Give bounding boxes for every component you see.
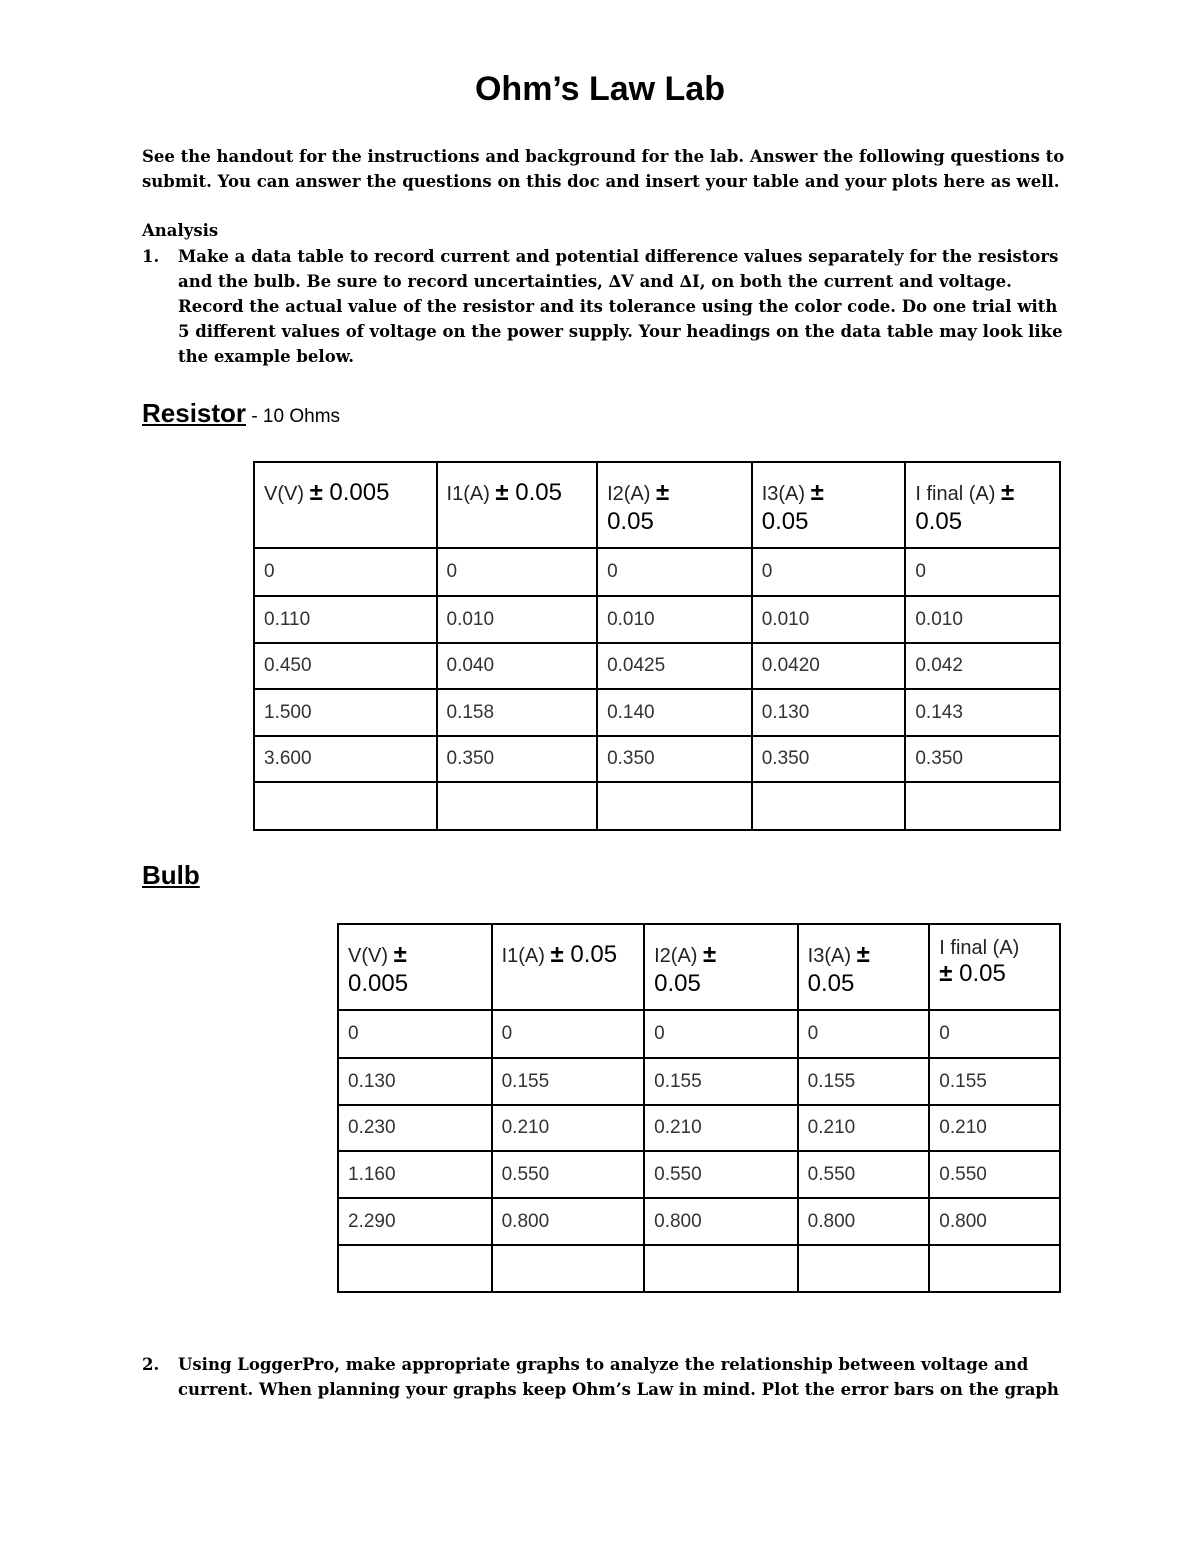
table-cell: 0.040	[437, 643, 598, 689]
table-cell: 0.800	[798, 1198, 930, 1245]
table-cell	[798, 1245, 930, 1292]
table-cell: 0.155	[929, 1058, 1060, 1105]
table-cell: 0.0420	[752, 643, 906, 689]
table-row	[338, 1010, 1060, 1058]
intro-paragraph: See the handout for the instructions and background for the lab. Answer the following questions to submit. You can answer the questions on this doc and insert your table and your plots here as well.	[142, 147, 1065, 191]
table-cell: 0.450	[254, 643, 437, 689]
header-cell-i2: I2(A) ± 0.05	[644, 924, 798, 1010]
question-number: 1.	[142, 247, 160, 266]
table-cell: 2.290	[338, 1198, 492, 1245]
table-cell: 0.350	[597, 736, 752, 782]
table-row	[338, 1198, 1060, 1245]
table-cell: 0.155	[798, 1058, 930, 1105]
table-cell: 1.160	[338, 1151, 492, 1198]
table-cell: 0.158	[437, 689, 598, 736]
table-cell: 0.210	[929, 1105, 1060, 1151]
header-cell-i3: I3(A) ± 0.05	[798, 924, 930, 1010]
question-number: 2.	[142, 1355, 160, 1374]
table-cell: 0.010	[752, 596, 906, 643]
table-row	[254, 689, 1060, 736]
table-cell: 0.130	[752, 689, 906, 736]
table-cell: 0	[752, 548, 906, 596]
resistor-section-heading	[142, 398, 340, 429]
table-cell: 0	[254, 548, 437, 596]
resistor-data-table	[253, 461, 1061, 831]
question-2	[142, 1352, 1067, 1402]
table-cell: 0.010	[437, 596, 598, 643]
table-cell	[905, 782, 1060, 830]
table-cell: 0.800	[644, 1198, 798, 1245]
header-cell-ifinal: I final (A) ± 0.05	[929, 924, 1060, 1010]
header-cell-voltage: V(V) ± 0.005	[338, 924, 492, 1010]
bulb-heading: Bulb	[142, 860, 200, 890]
question-text: Make a data table to record current and potential difference values separately for the resistors and the bulb. Be sure to record uncertainties, ∆V and ∆I, on both the current and voltage. Record the actual value of the resistor and its tolerance using the color code. Do one trial with 5 different values of voltage on the power supply. Your headings on the data table may look like the example below.	[178, 247, 1063, 366]
table-row	[254, 736, 1060, 782]
table-cell: 0.143	[905, 689, 1060, 736]
table-cell: 0.210	[644, 1105, 798, 1151]
table-header-row	[338, 924, 1060, 1010]
bulb-data-table	[337, 923, 1061, 1293]
table-cell: 0	[905, 548, 1060, 596]
table-cell: 0.230	[338, 1105, 492, 1151]
resistor-heading: Resistor	[142, 398, 247, 428]
table-cell: 0.350	[752, 736, 906, 782]
table-cell: 0.800	[492, 1198, 645, 1245]
header-cell-i3: I3(A) ± 0.05	[752, 462, 906, 548]
table-cell	[437, 782, 598, 830]
table-cell: 0	[644, 1010, 798, 1058]
table-cell	[644, 1245, 798, 1292]
header-cell-i1: I1(A) ± 0.05	[437, 462, 598, 548]
table-cell: 0.550	[798, 1151, 930, 1198]
table-row	[338, 1105, 1060, 1151]
table-cell: 3.600	[254, 736, 437, 782]
table-cell: 0.110	[254, 596, 437, 643]
table-cell: 0	[492, 1010, 645, 1058]
question-1	[142, 244, 1067, 369]
table-cell: 0.155	[644, 1058, 798, 1105]
table-cell: 0	[798, 1010, 930, 1058]
table-cell: 0.130	[338, 1058, 492, 1105]
header-cell-ifinal: I final (A) ± 0.05	[905, 462, 1060, 548]
table-row	[338, 1245, 1060, 1292]
table-cell: 0.800	[929, 1198, 1060, 1245]
table-row	[254, 596, 1060, 643]
bulb-section-heading	[142, 860, 200, 891]
table-cell: 0	[597, 548, 752, 596]
table-row	[338, 1058, 1060, 1105]
table-cell: 0.550	[644, 1151, 798, 1198]
table-cell: 0.350	[905, 736, 1060, 782]
table-cell: 0.550	[492, 1151, 645, 1198]
header-cell-voltage: V(V) ± 0.005	[254, 462, 437, 548]
table-row	[254, 643, 1060, 689]
table-cell: 0.010	[597, 596, 752, 643]
table-cell: 0.210	[798, 1105, 930, 1151]
table-cell	[597, 782, 752, 830]
table-cell	[338, 1245, 492, 1292]
table-header-row	[254, 462, 1060, 548]
table-cell: 0.210	[492, 1105, 645, 1151]
table-cell: 0.155	[492, 1058, 645, 1105]
table-row	[254, 548, 1060, 596]
analysis-heading: Analysis	[142, 221, 219, 240]
page-title: Ohm’s Law Lab	[474, 70, 725, 108]
table-cell	[254, 782, 437, 830]
table-cell: 0.0425	[597, 643, 752, 689]
resistor-subheading: - 10 Ohms	[246, 406, 341, 427]
question-text: Using LoggerPro, make appropriate graphs to analyze the relationship between voltage and current. When planning your graphs keep Ohm’s Law in mind. Plot the error bars on the graph	[178, 1355, 1059, 1399]
table-row	[254, 782, 1060, 830]
table-row	[338, 1151, 1060, 1198]
table-cell: 0.140	[597, 689, 752, 736]
table-cell: 0	[929, 1010, 1060, 1058]
table-cell: 0.350	[437, 736, 598, 782]
table-cell	[752, 782, 906, 830]
table-cell: 0	[338, 1010, 492, 1058]
table-cell: 0.010	[905, 596, 1060, 643]
table-cell: 0.550	[929, 1151, 1060, 1198]
table-cell: 0.042	[905, 643, 1060, 689]
table-cell	[492, 1245, 645, 1292]
table-cell	[929, 1245, 1060, 1292]
table-cell: 1.500	[254, 689, 437, 736]
header-cell-i2: I2(A) ± 0.05	[597, 462, 752, 548]
header-cell-i1: I1(A) ± 0.05	[492, 924, 645, 1010]
table-cell: 0	[437, 548, 598, 596]
